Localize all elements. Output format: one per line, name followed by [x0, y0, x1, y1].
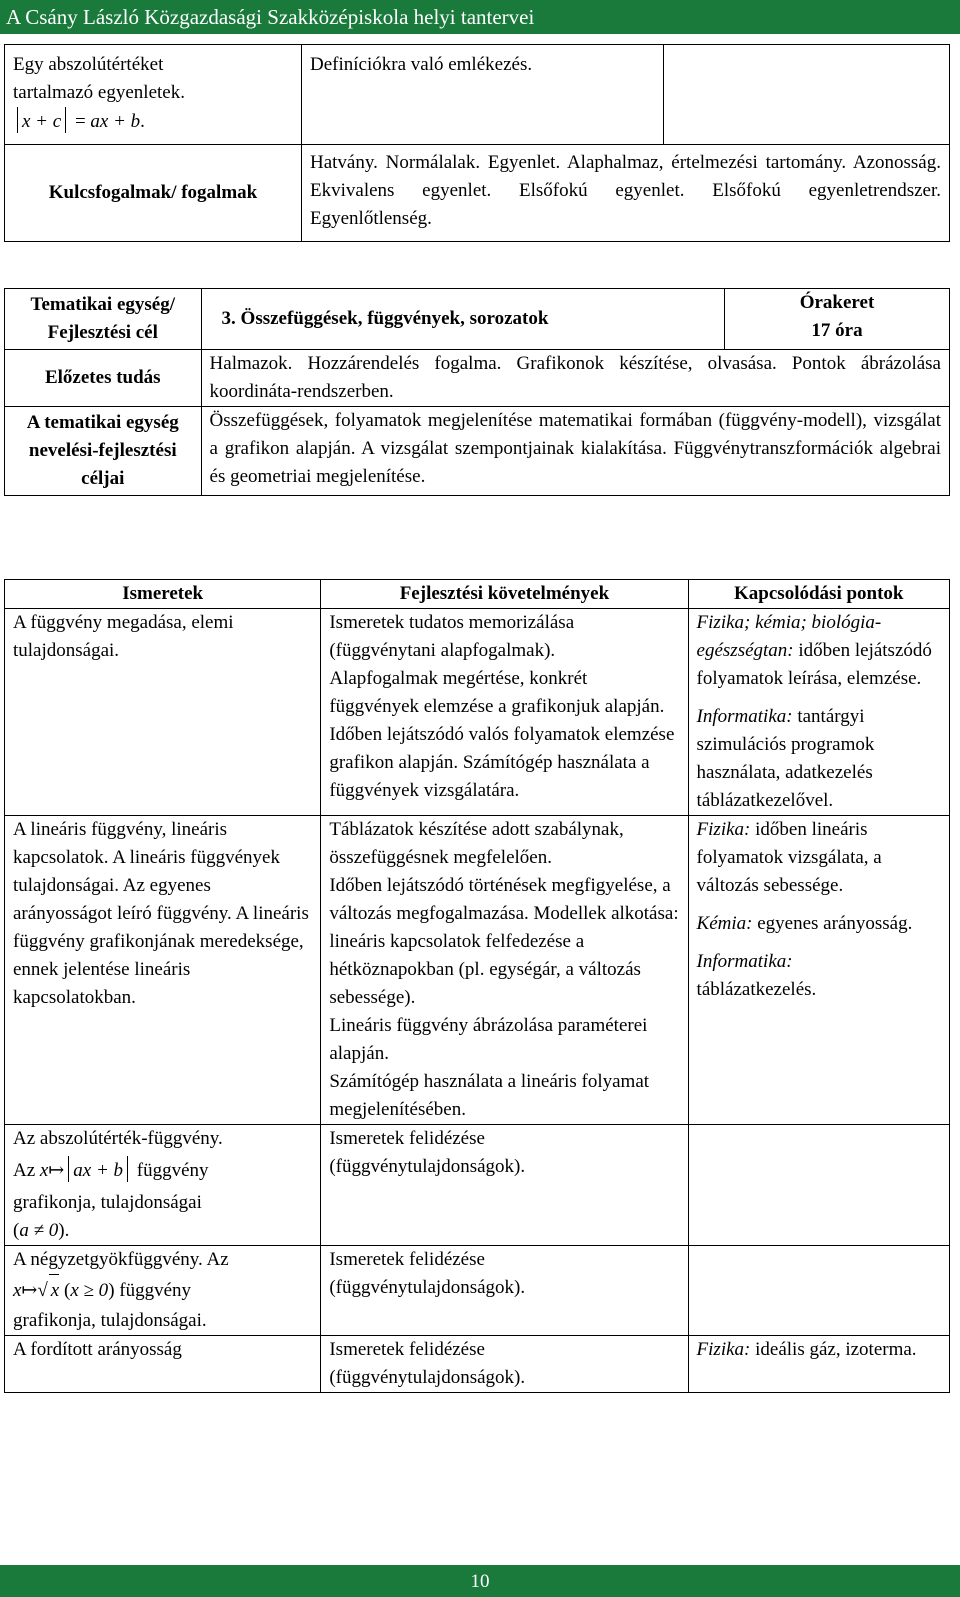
abs-eq-line1: Egy abszolútértéket	[13, 54, 164, 75]
unit-label: Tematikai egység/ Fejlesztési cél	[5, 289, 202, 350]
col-header-requirements: Fejlesztési követelmények	[321, 580, 688, 609]
goals-text: Összefüggések, folyamatok megjelenítése matematikai formában (függvény-modell), vizsgálat a grafikon alapján. A vizsgálat szempontjainak kialakítása. Függvénytranszformációk algebrai és geometriai megjelenítése.	[201, 407, 949, 496]
abs-eq-cell	[5, 45, 302, 145]
formula-end: .	[140, 111, 145, 132]
row4-connections	[688, 1246, 949, 1336]
row1-knowledge: A függvény megadása, elemi tulajdonságai.	[5, 609, 321, 816]
top-row-key-concepts	[5, 145, 950, 242]
page-footer	[0, 1565, 960, 1597]
table-row	[5, 1336, 950, 1393]
table-row	[5, 609, 950, 816]
row3-requirements: Ismeretek felidézése (függvénytulajdonságok).	[321, 1125, 688, 1246]
prior-label: Előzetes tudás	[5, 350, 202, 407]
hours-cell	[724, 289, 949, 350]
hours-value: 17 óra	[811, 320, 863, 341]
col-header-connections: Kapcsolódási pontok	[688, 580, 949, 609]
row5-knowledge: A fordított arányosság	[5, 1336, 321, 1393]
main-table	[4, 579, 950, 1393]
abs-eq-line2: tartalmazó egyenletek.	[13, 82, 185, 103]
row3-connections	[688, 1125, 949, 1246]
row2-knowledge: A lineáris függvény, lineáris kapcsolatok. A lineáris függvények tulajdonságai. Az egyenes arányosságot leíró függvény. A lineáris függvény grafikonjának meredeksége, ennek jelentése lineáris kapcsolatokban.	[5, 816, 321, 1125]
header-title: A Csány László Közgazdasági Szakközépiskola helyi tantervei	[6, 5, 535, 29]
unit-table	[4, 288, 950, 496]
formula-eq: =	[74, 111, 86, 132]
key-concepts-label: Kulcsfogalmak/ fogalmak	[5, 145, 302, 242]
row4-knowledge: A négyzetgyökfüggvény. Az x↦√ x (x ≥ 0) függvény grafikonja, tulajdonságai.	[5, 1246, 321, 1336]
table-row	[5, 1246, 950, 1336]
row4-requirements: Ismeretek felidézése (függvénytulajdonságok).	[321, 1246, 688, 1336]
definition-cell	[302, 45, 664, 145]
row2-connections: Fizika: időben lineáris folyamatok vizsgálata, a változás sebessége. Kémia: egyenes arányosság. Informatika: táblázatkezelés.	[688, 816, 949, 1125]
row3-knowledge: Az abszolútérték-függvény. Az x↦ ax + b függvény grafikonja, tulajdonságai (a ≠ 0).	[5, 1125, 321, 1246]
key-concepts-text: Hatvány. Normálalak. Egyenlet. Alaphalmaz, értelmezési tartomány. Azonosság. Ekvivalens egyenlet. Elsőfokú egyenlet. Elsőfokú egyenletrendszer. Egyenlőtlenség.	[302, 145, 950, 242]
goals-label: A tematikai egység nevelési-fejlesztési céljai	[5, 407, 202, 496]
row1-requirements: Ismeretek tudatos memorizálása (függvénytani alapfogalmak). Alapfogalmak megértése, konkrét függvények elemzése a grafikonjuk alapján. Időben lejátszódó valós folyamatok elemzése grafikon alapján. Számítógép használata a függvények vizsgálatára.	[321, 609, 688, 816]
unit-row-prior	[5, 350, 950, 407]
hours-label: Órakeret	[799, 292, 875, 313]
empty-cell	[664, 45, 950, 145]
unit-row-goals	[5, 407, 950, 496]
main-header-row	[5, 580, 950, 609]
table-row	[5, 1125, 950, 1246]
page-header	[0, 0, 960, 34]
page-number: 10	[470, 1571, 490, 1592]
row2-requirements: Táblázatok készítése adott szabálynak, összefüggésnek megfelelően. Időben lejátszódó történések megfigyelése, a változás megfogalmazása. Modellek alkotása: lineáris kapcsolatok felfedezése a hétköznapokban (pl. egységár, a változás sebessége). Lineáris függvény ábrázolása paraméterei alapján. Számítógép használata a lineáris folyamat megjelenítésében.	[321, 816, 688, 1125]
formula-rhs: ax + b	[90, 111, 141, 132]
abs-eq-formula	[13, 107, 293, 136]
top-table	[4, 44, 950, 242]
prior-text: Halmazok. Hozzárendelés fogalma. Grafikonok készítése, olvasása. Pontok ábrázolása koordináta-rendszerben.	[201, 350, 949, 407]
formula-lhs: x + c	[22, 111, 62, 132]
col-header-knowledge: Ismeretek	[5, 580, 321, 609]
row5-requirements: Ismeretek felidézése (függvénytulajdonságok).	[321, 1336, 688, 1393]
definition-text: Definíciókra való emlékezés.	[310, 54, 533, 75]
table-row	[5, 816, 950, 1125]
unit-title: 3. Összefüggések, függvények, sorozatok	[201, 289, 724, 350]
row5-connections: Fizika: ideális gáz, izoterma.	[688, 1336, 949, 1393]
row1-connections: Fizika; kémia; biológia-egészségtan: időben lejátszódó folyamatok leírása, elemzése. Informatika: tantárgyi szimulációs programok használata, adatkezelés táblázatkezelővel.	[688, 609, 949, 816]
top-row-abs-eq	[5, 45, 950, 145]
unit-row-title	[5, 289, 950, 350]
